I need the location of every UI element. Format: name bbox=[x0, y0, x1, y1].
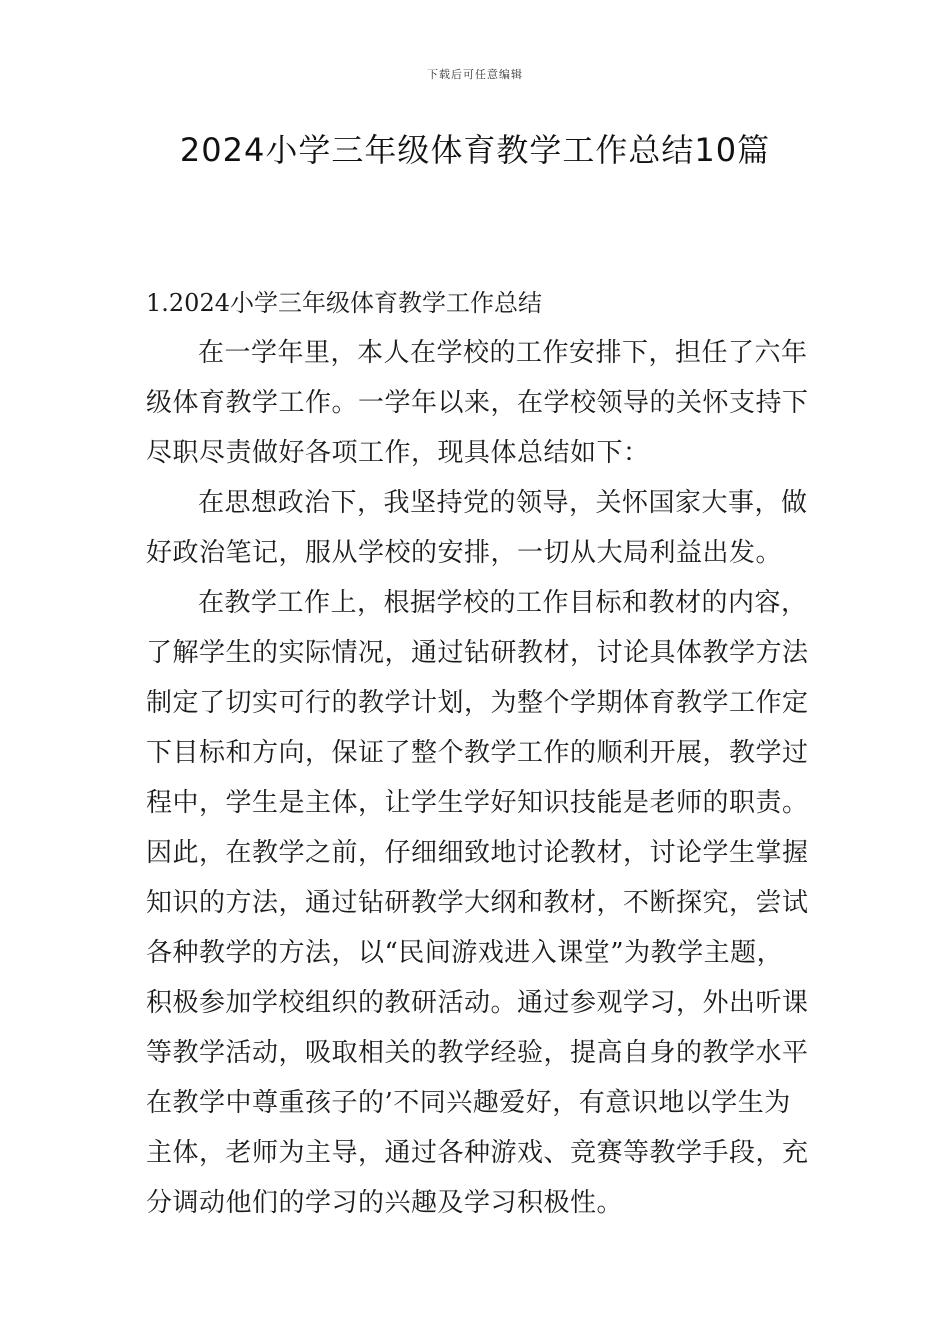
header-note: 下载后可任意编辑 bbox=[427, 68, 523, 81]
paragraph-line: 制定了切实可行的教学计划，为整个学期体育教学工作定 bbox=[146, 688, 809, 718]
paragraph-line: 好政治笔记，服从学校的安排，一切从大局利益出发。 bbox=[146, 538, 783, 568]
paragraph-line: 在教学工作上，根据学校的工作目标和教材的内容， bbox=[198, 588, 808, 618]
paragraph-line: 级体育教学工作。一学年以来，在学校领导的关怀支持下 bbox=[146, 388, 809, 418]
paragraph-line: 了解学生的实际情况，通过钻研教材，讨论具体教学方法 bbox=[146, 638, 809, 668]
document-title: 2024小学三年级体育教学工作总结10篇 bbox=[179, 131, 771, 169]
paragraph-line: 程中，学生是主体，让学生学好知识技能是老师的职责。 bbox=[146, 788, 809, 818]
paragraph-line: 各种教学的方法，以“民间游戏进入课堂”为教学主题， bbox=[146, 938, 784, 968]
paragraph-line: 分调动他们的学习的兴趣及学习积极性。 bbox=[146, 1188, 624, 1218]
paragraph-line: 知识的方法，通过钻研教学大纲和教材，不断探究，尝试 bbox=[146, 888, 809, 918]
paragraph-line: 下目标和方向，保证了整个教学工作的顺利开展，教学过 bbox=[146, 738, 809, 768]
paragraph-line: 主体，老师为主导，通过各种游戏、竞赛等教学手段，充 bbox=[146, 1138, 809, 1168]
paragraph bbox=[146, 478, 810, 578]
paragraph-line: 积极参加学校组织的教研活动。通过参观学习，外出听课 bbox=[146, 988, 809, 1018]
paragraph bbox=[146, 578, 810, 1228]
paragraph-line: 因此，在教学之前，仔细细致地讨论教材，讨论学生掌握 bbox=[146, 838, 809, 868]
section-heading: 1.2024小学三年级体育教学工作总结 bbox=[146, 289, 542, 317]
document-body bbox=[146, 278, 810, 1228]
paragraph-line: 在一学年里，本人在学校的工作安排下，担任了六年 bbox=[198, 338, 808, 368]
paragraph bbox=[146, 328, 810, 478]
paragraph-line: 尽职尽责做好各项工作，现具体总结如下： bbox=[146, 438, 650, 468]
paragraph-line: 等教学活动，吸取相关的教学经验，提高自身的教学水平 bbox=[146, 1038, 809, 1068]
paragraph-line: 在教学中尊重孩子的’不同兴趣爱好，有意识地以学生为 bbox=[146, 1088, 791, 1118]
paragraph-line: 在思想政治下，我坚持党的领导，关怀国家大事，做 bbox=[198, 488, 808, 518]
